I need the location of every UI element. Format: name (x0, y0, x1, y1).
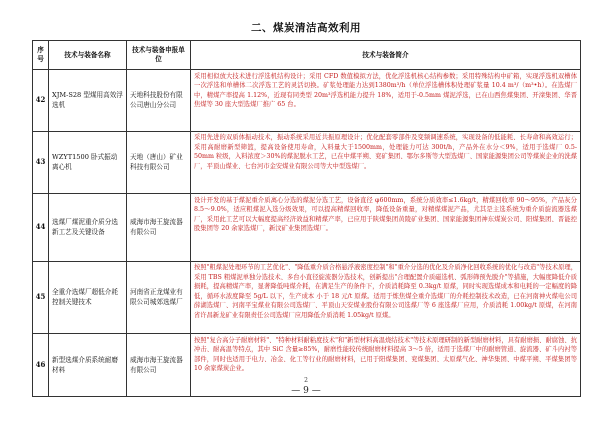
table-row (33, 131, 581, 194)
tech-description: 采用相似放大技术进行浮选机结构设计；采用 CFD 数值模拟方法，优化浮选机核心结构参数；采用特殊结构中矿箱，实现浮选机双槽体一次浮选和单槽体二次浮选工艺的灵活切换。矿浆处理能力达到1380m³/h（单位浮选槽体积处理矿浆量 10.4 m³/（m³•h）。在选煤厂中，精煤产率提高 1.12%，近现有同类型 20m³浮选机能力提升 18%，适用于-0.5mm 煤泥浮选，已在山西焦煤集团、开滦集团、华晋焦煤等 30 座大型选煤厂推广 65 台。 (191, 70, 581, 132)
header-name: 技术与装备名称 (49, 41, 127, 70)
tech-description: 采用先进的双质体振动技术，振动系统采用近共振原理设计；优化配套零部件及变频调速系统，实现设备的低能耗、长寿命和高效运行；采用高耐磨新型筛篮，提高设备使用寿命，入料量大于1500mm，处理能力可达 300t/h，产品外在水分＜9%，适用于选煤厂 0.5-50mm 粒级，入料浓度＞30%的煤泥脱水工艺，已在中煤平朔、兖矿集团、鄂尔多斯等大型选煤厂、国家能源集团公司等煤炭企业的洗煤厂，平顶山煤业、七台河市金安煤业有限公司等大中型选煤厂。 (191, 131, 581, 194)
tech-description: 按照"复合高分子耐磨材料"、"特种材料耐粘度技术"和"新型材料高温烧结技术"等技术原理研制的新型耐磨材料，具有耐磨损、耐腐蚀、抗冲击、耐高温等特点，其中 SiC 含量≥85%，耐磨性能较传统耐磨材料提高 3～5 倍，适用于选煤厂中的耐磨管道、旋流器、矿斗内衬等部件，同时也适用于电力、冶金、化工等行业的耐磨材料，已用于阳煤集团、兖煤集团、太原煤气化、神华集团、中煤平朔、平煤集团等 10 余家煤炭企业。 (191, 334, 581, 397)
tech-name: 全重介选煤厂超低介耗控制关键技术 (49, 261, 127, 334)
row-number: 46 (33, 334, 49, 397)
applicant-org: 天地科技股份有限公司唐山分公司 (127, 70, 191, 132)
page-number: — 9 — (291, 386, 321, 396)
applicant-org: 威海市海王旋流器有限公司 (127, 334, 191, 397)
row-number: 44 (33, 194, 49, 262)
header-org: 技术与装备申报单位 (127, 41, 191, 70)
applicant-org: 威海市海王旋流器有限公司 (127, 194, 191, 262)
table-row (33, 194, 581, 262)
header-no: 序号 (33, 41, 49, 70)
tech-name: 选煤厂煤泥重介质分选新工艺及关键设备 (49, 194, 127, 262)
tech-description: 设计开发的基于煤泥重介质离心分选的煤泥分选工艺，设备直径 φ600mm，系统分质效率≤1.6kg/t，精煤回收率 90～95%，产品灰分 8.5～9.0%，适应粗煤泥入选分级效果，可以提高精煤回收率，降低设备重量，对精煤煤泥产品，尤其是主选系统为重介质旋流器选煤厂，采用此工艺可以大幅度提高经济效益和精煤产率，已应用于陕煤集团黄陵矿业集团、国家能源集团神东煤炭公司、阳煤集团、晋能控股集团等 20 余家选煤厂，新汶矿业集团选煤厂。 (191, 194, 581, 262)
applicant-org: 天地（唐山）矿业科技有限公司 (127, 131, 191, 194)
applicant-org: 河南省正龙煤业有限公司城郊选煤厂 (127, 261, 191, 334)
tech-name: 新型选煤介质系统耐磨材料 (49, 334, 127, 397)
document-page (32, 12, 580, 417)
header-desc: 技术与装备简介 (191, 41, 581, 70)
tech-name: XJM-S28 型煤用高效浮选机 (49, 70, 127, 132)
tech-name: WZYT1500 卧式振动离心机 (49, 131, 127, 194)
table-header-row (33, 41, 581, 70)
row-number: 42 (33, 70, 49, 132)
tech-description: 按照"粗煤泥处理环节的工艺优化"、"降低重介质合格悬浮液密度控制"和"重介分选的优化及介质净化回收系统的优化与改造"等技术原理，采用 TBS 粗煤泥单独分选技术、多台小直径旋流器分选技术，创新提出"合理配置介质磁选机、弧形筛预先脱介"等措施，大幅度降低介质损耗，提高精煤产率，显著降低吨煤介耗，在满足生产的条件下，介质消耗降至 0.3kg/t 原煤，同时实现选煤成本和电耗的一定幅度的降低，循环水浓度降至 5g/L 以下，生产成本 小于 18 元/t 原煤。适用于炼焦煤全重介选煤厂的介耗控制技术改造，已在河南神火煤电公司薛湖选煤厂、河南平宝煤业有限公司选煤厂、平顶山天安煤业股份有限公司选煤厂等 6 座选煤厂应用，介质消耗 1.00kg/t 原煤，在河南省许昌新龙矿业有限责任公司选煤厂应用降低介质消耗 1.05kg/t 原煤。 (191, 261, 581, 334)
row-number: 45 (33, 261, 49, 334)
table-row (33, 70, 581, 132)
technology-table (32, 40, 581, 397)
page-index-small: 2 (304, 377, 308, 384)
table-row (33, 261, 581, 334)
section-title: 二、煤炭清洁高效利用 (251, 22, 361, 34)
row-number: 43 (33, 131, 49, 194)
